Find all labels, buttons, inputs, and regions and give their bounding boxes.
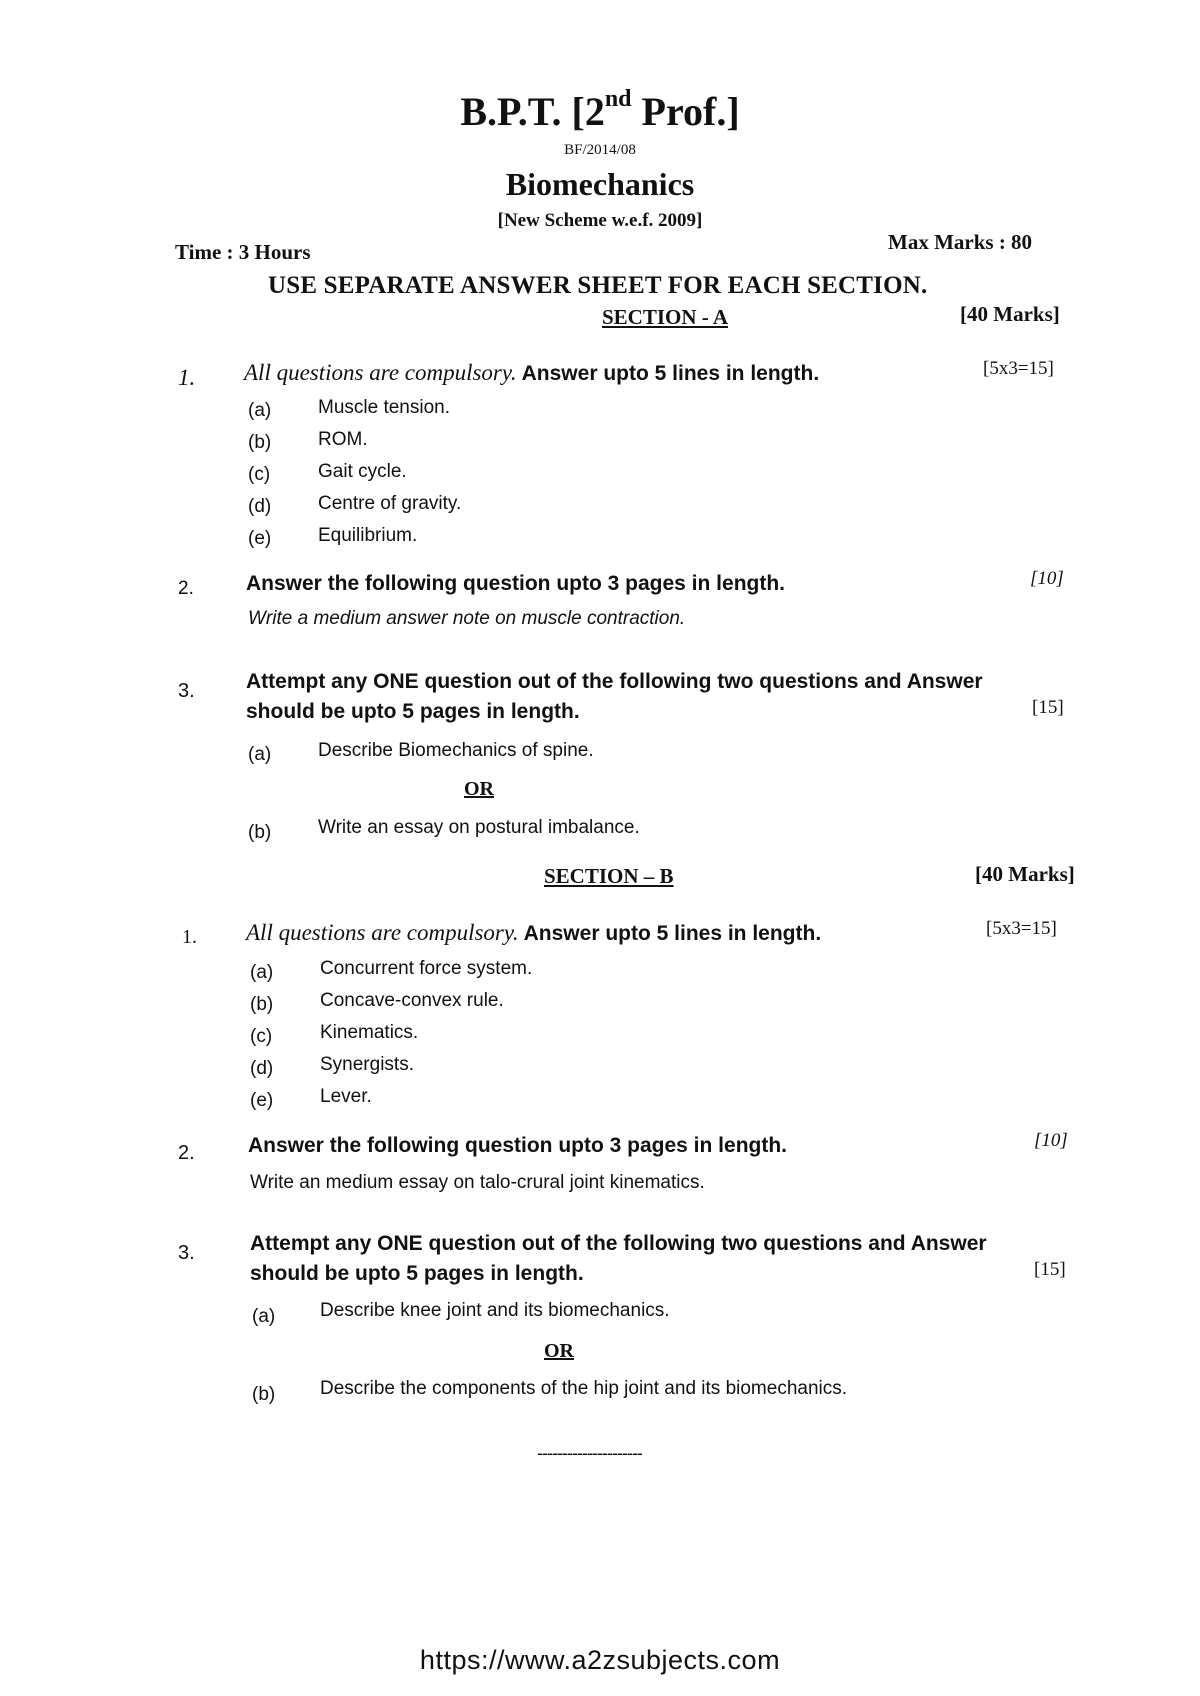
question-text — [244, 360, 819, 386]
item-label: (b) — [248, 432, 272, 453]
question-text-line1: Attempt any ONE question out of the following two questions and Answer — [250, 1232, 987, 1255]
question-number: 3. — [178, 1242, 195, 1264]
option-label: (b) — [252, 1384, 276, 1405]
option-text: Write an essay on postural imbalance. — [318, 817, 640, 838]
paper-code: BF/2014/08 — [564, 142, 636, 158]
source-url[interactable]: https://www.a2zsubjects.com — [419, 1645, 781, 1675]
question-text-line1: Attempt any ONE question out of the following two questions and Answer — [246, 670, 983, 693]
option-text: Describe the components of the hip joint and its biomechanics. — [320, 1378, 848, 1399]
item-label: (d) — [250, 1058, 274, 1079]
question-instruction: Answer upto 5 lines in length. — [518, 922, 822, 945]
question-marks: [10] — [1034, 1130, 1068, 1151]
section-b-heading: SECTION – B — [544, 864, 674, 888]
question-number: 2. — [178, 578, 194, 599]
end-of-paper-dashes: --------------------- — [537, 1443, 642, 1463]
question-lead: All questions are compulsory. — [246, 920, 519, 945]
or-separator: OR — [544, 1340, 574, 1362]
item-text: Centre of gravity. — [318, 493, 462, 514]
question-text-line2: should be upto 5 pages in length. — [250, 1262, 584, 1285]
question-text-line2: should be upto 5 pages in length. — [246, 700, 580, 723]
item-label: (c) — [250, 1026, 273, 1047]
item-text: Muscle tension. — [318, 397, 451, 418]
question-marks: [5x3=15] — [986, 918, 1057, 939]
or-separator: OR — [464, 778, 494, 800]
option-label: (b) — [248, 822, 272, 843]
course-title — [0, 88, 1200, 135]
item-text: Lever. — [320, 1086, 372, 1107]
question-lead: All questions are compulsory. — [244, 360, 517, 385]
time-allowed: Time : 3 Hours — [175, 240, 311, 264]
item-label: (c) — [248, 464, 271, 485]
scheme-note: [New Scheme w.e.f. 2009] — [497, 210, 703, 231]
question-marks: [15] — [1032, 697, 1064, 718]
question-text: Answer the following question upto 3 pages in length. — [248, 1134, 788, 1157]
question-instruction: Answer upto 5 lines in length. — [516, 362, 820, 385]
item-text: Concurrent force system. — [320, 958, 533, 979]
item-label: (a) — [250, 962, 274, 983]
option-label: (a) — [252, 1306, 276, 1327]
question-number: 1. — [182, 926, 197, 948]
option-text: Describe Biomechanics of spine. — [318, 740, 594, 761]
question-body: Write a medium answer note on muscle contraction. — [248, 608, 686, 629]
option-label: (a) — [248, 744, 272, 765]
question-text — [246, 920, 821, 946]
item-text: Synergists. — [320, 1054, 414, 1075]
course-title-superscript: nd — [604, 86, 632, 112]
question-marks: [15] — [1034, 1259, 1066, 1280]
item-label: (b) — [250, 994, 274, 1015]
question-number: 3. — [178, 680, 195, 702]
question-number: 1. — [178, 365, 196, 390]
item-text: Equilibrium. — [318, 525, 418, 546]
max-marks: Max Marks : 80 — [888, 230, 1033, 254]
subject-title: Biomechanics — [505, 166, 695, 202]
section-a-marks: [40 Marks] — [960, 302, 1060, 326]
question-text: Answer the following question upto 3 pages in length. — [246, 572, 786, 595]
question-body: Write an medium essay on talo-crural joint kinematics. — [250, 1172, 705, 1193]
item-label: (e) — [248, 528, 272, 549]
answer-sheet-instruction: USE SEPARATE ANSWER SHEET FOR EACH SECTION. — [268, 272, 928, 299]
item-label: (e) — [250, 1090, 274, 1111]
item-text: Gait cycle. — [318, 461, 407, 482]
course-title-main: B.P.T. [2 — [460, 89, 605, 134]
item-text: ROM. — [318, 429, 368, 450]
item-label: (d) — [248, 496, 272, 517]
section-a-heading: SECTION - A — [602, 305, 729, 329]
question-number: 2. — [178, 1142, 195, 1164]
item-label: (a) — [248, 400, 272, 421]
question-marks: [10] — [1030, 568, 1064, 589]
option-text: Describe knee joint and its biomechanics. — [320, 1300, 670, 1321]
question-marks: [5x3=15] — [983, 358, 1054, 379]
item-text: Concave-convex rule. — [320, 990, 504, 1011]
section-b-marks: [40 Marks] — [975, 862, 1075, 886]
course-title-tail: Prof.] — [631, 89, 740, 134]
item-text: Kinematics. — [320, 1022, 419, 1043]
